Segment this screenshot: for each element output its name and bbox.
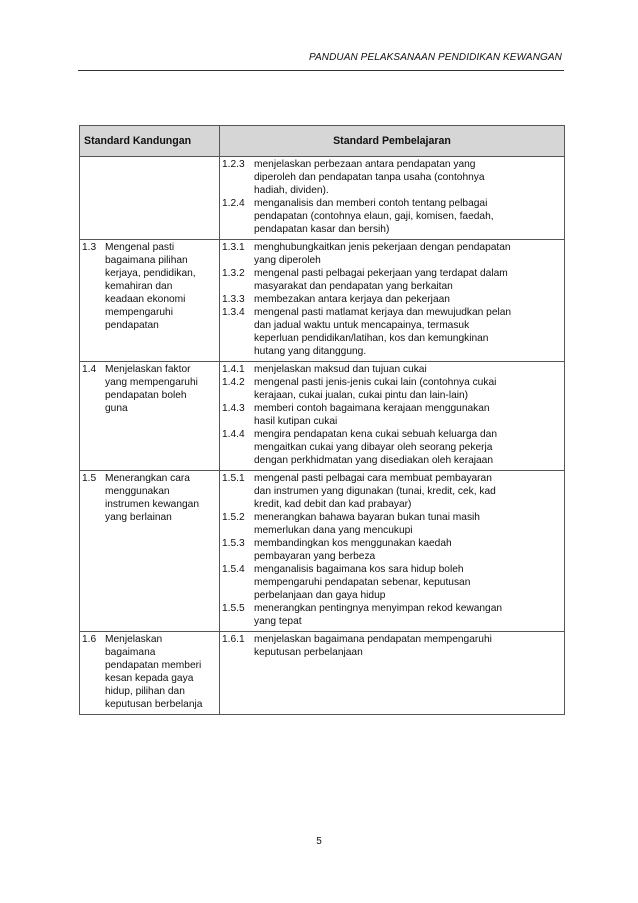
learning-standard-item bbox=[222, 293, 562, 306]
learning-standard-number: 1.4.1 bbox=[222, 364, 245, 375]
content-standard-text bbox=[105, 241, 217, 332]
content-standard-line: menggunakan bbox=[105, 486, 170, 497]
learning-standard-line: kerajaan, cukai jualan, cukai pintu dan lain-lain) bbox=[254, 390, 469, 401]
standard-pembelajaran-cell bbox=[220, 362, 565, 471]
learning-standard-text bbox=[254, 267, 562, 293]
column-header-standard-pembelajaran: Standard Pembelajaran bbox=[220, 126, 565, 157]
content-standard-text bbox=[105, 472, 217, 524]
standard-pembelajaran-cell bbox=[220, 632, 565, 715]
learning-standard-number: 1.4.4 bbox=[222, 429, 245, 440]
learning-standard-text bbox=[254, 537, 562, 563]
page-header bbox=[78, 44, 564, 71]
content-standard-line: guna bbox=[105, 403, 128, 414]
content-standard bbox=[82, 363, 217, 415]
learning-standard-text bbox=[254, 293, 562, 306]
learning-standard-line: menjelaskan maksud dan tujuan cukai bbox=[254, 364, 427, 375]
learning-standard-number: 1.5.4 bbox=[222, 564, 245, 575]
standard-kandungan-cell bbox=[80, 157, 220, 240]
learning-standard-text bbox=[254, 158, 562, 197]
learning-standard-line: memerlukan dana yang mencukupi bbox=[254, 525, 413, 536]
learning-standard-text bbox=[254, 563, 562, 602]
standard-kandungan-cell bbox=[80, 362, 220, 471]
learning-standard-number: 1.2.4 bbox=[222, 198, 245, 209]
content-standard-line: kerjaya, pendidikan, bbox=[105, 268, 196, 279]
learning-standard-line: mengira pendapatan kena cukai sebuah keluarga dan bbox=[254, 429, 497, 440]
content-standard-line: keputusan berbelanja bbox=[105, 699, 203, 710]
learning-standard-number: 1.3.2 bbox=[222, 268, 245, 279]
content-standard-number: 1.3 bbox=[82, 242, 97, 253]
learning-standard-text bbox=[254, 472, 562, 511]
learning-standard-line: diperoleh dan pendapatan tanpa usaha (contohnya bbox=[254, 172, 485, 183]
learning-standard-line: mengaitkan cukai yang dibayar oleh seorang pekerja bbox=[254, 442, 493, 453]
learning-standard-line: yang tepat bbox=[254, 616, 302, 627]
learning-standard-number: 1.5.1 bbox=[222, 473, 245, 484]
table-row bbox=[80, 157, 565, 240]
column-header-standard-kandungan: Standard Kandungan bbox=[80, 126, 220, 157]
content-standard-line: Menjelaskan bbox=[105, 634, 163, 645]
learning-standard-line: dan instrumen yang digunakan (tunai, kredit, cek, kad bbox=[254, 486, 496, 497]
content-standard bbox=[82, 241, 217, 332]
learning-standard-line: hasil kutipan cukai bbox=[254, 416, 338, 427]
learning-standard-line: memberi contoh bagaimana kerajaan menggunakan bbox=[254, 403, 490, 414]
learning-standard-line: mempengaruhi pendapatan sebenar, keputusan bbox=[254, 577, 471, 588]
learning-standard-item bbox=[222, 363, 562, 376]
learning-standard-line: menghubungkaitkan jenis pekerjaan dengan pendapatan bbox=[254, 242, 511, 253]
content-standard-number: 1.5 bbox=[82, 473, 97, 484]
content-standard-line: hidup, pilihan dan bbox=[105, 686, 185, 697]
learning-standard-item bbox=[222, 472, 562, 511]
learning-standard-text bbox=[254, 241, 562, 267]
content-standard-line: instrumen kewangan bbox=[105, 499, 200, 510]
content-standard-line: Menerangkan cara bbox=[105, 473, 190, 484]
learning-standard-item bbox=[222, 602, 562, 628]
learning-standard-text bbox=[254, 511, 562, 537]
content-standard-number: 1.4 bbox=[82, 364, 97, 375]
learning-standard-line: mengenal pasti matlamat kerjaya dan mewujudkan pelan bbox=[254, 307, 512, 318]
standard-pembelajaran-cell bbox=[220, 157, 565, 240]
learning-standard-number: 1.5.5 bbox=[222, 603, 245, 614]
content-standard-line: Menjelaskan faktor bbox=[105, 364, 191, 375]
content-standard-line: pendapatan bbox=[105, 320, 159, 331]
table-row bbox=[80, 240, 565, 362]
learning-standard-item bbox=[222, 158, 562, 197]
learning-standard-text bbox=[254, 402, 562, 428]
learning-standard-line: dengan perkhidmatan yang disediakan oleh kerajaan bbox=[254, 455, 494, 466]
standards-table bbox=[79, 125, 565, 715]
learning-standard-line: menjelaskan bagaimana pendapatan mempengaruhi bbox=[254, 634, 492, 645]
learning-standard-text bbox=[254, 306, 562, 358]
learning-standard-item bbox=[222, 402, 562, 428]
learning-standard-line: kredit, kad debit dan kad prabayar) bbox=[254, 499, 412, 510]
learning-standard-item bbox=[222, 241, 562, 267]
learning-standard-line: perbelanjaan dan gaya hidup bbox=[254, 590, 386, 601]
content-standard-line: pendapatan memberi bbox=[105, 660, 202, 671]
document-title: PANDUAN PELAKSANAAN PENDIDIKAN KEWANGAN bbox=[308, 52, 562, 63]
learning-standard-item bbox=[222, 306, 562, 358]
standard-kandungan-cell bbox=[80, 240, 220, 362]
content-standard-line: kemahiran dan bbox=[105, 281, 173, 292]
table-row bbox=[80, 632, 565, 715]
learning-standard-number: 1.3.1 bbox=[222, 242, 245, 253]
content-standard-number: 1.6 bbox=[82, 634, 97, 645]
table-row bbox=[80, 362, 565, 471]
content-standard-line: bagaimana bbox=[105, 647, 156, 658]
learning-standard-number: 1.4.3 bbox=[222, 403, 245, 414]
content-standard-line: Mengenal pasti bbox=[105, 242, 175, 253]
learning-standard-line: menerangkan pentingnya menyimpan rekod kewangan bbox=[254, 603, 503, 614]
learning-standard-line: yang diperoleh bbox=[254, 255, 321, 266]
learning-standard-text bbox=[254, 197, 562, 236]
content-standard-text bbox=[105, 633, 217, 711]
learning-standard-number: 1.2.3 bbox=[222, 159, 245, 170]
standard-pembelajaran-cell bbox=[220, 240, 565, 362]
page-number: 5 bbox=[316, 836, 322, 847]
learning-standard-text bbox=[254, 633, 562, 659]
learning-standard-number: 1.5.3 bbox=[222, 538, 245, 549]
learning-standard-item bbox=[222, 197, 562, 236]
content-standard-line: keadaan ekonomi bbox=[105, 294, 186, 305]
learning-standard-line: mengenal pasti pelbagai pekerjaan yang terdapat dalam bbox=[254, 268, 508, 279]
learning-standard-number: 1.6.1 bbox=[222, 634, 245, 645]
learning-standard-line: mengenal pasti jenis-jenis cukai lain (contohnya cukai bbox=[254, 377, 497, 388]
learning-standard-line: pendapatan kasar dan bersih) bbox=[254, 224, 390, 235]
learning-standard-line: membandingkan kos menggunakan kaedah bbox=[254, 538, 452, 549]
learning-standard-line: menerangkan bahawa bayaran bukan tunai masih bbox=[254, 512, 480, 523]
learning-standard-number: 1.4.2 bbox=[222, 377, 245, 388]
learning-standard-number: 1.5.2 bbox=[222, 512, 245, 523]
table-row bbox=[80, 471, 565, 632]
standard-kandungan-cell bbox=[80, 471, 220, 632]
learning-standard-line: keperluan pendidikan/latihan, kos dan kemungkinan bbox=[254, 333, 489, 344]
learning-standard-line: masyarakat dan pendapatan yang berkaitan bbox=[254, 281, 453, 292]
content-standard-line: kesan kepada gaya bbox=[105, 673, 194, 684]
learning-standard-text bbox=[254, 376, 562, 402]
learning-standard-line: keputusan perbelanjaan bbox=[254, 647, 363, 658]
content-standard-line: mempengaruhi bbox=[105, 307, 173, 318]
learning-standard-item bbox=[222, 537, 562, 563]
learning-standard-text bbox=[254, 602, 562, 628]
learning-standard-line: menganalisis dan memberi contoh tentang pelbagai bbox=[254, 198, 488, 209]
learning-standard-number: 1.3.3 bbox=[222, 294, 245, 305]
content-standard bbox=[82, 472, 217, 524]
learning-standard-item bbox=[222, 633, 562, 659]
learning-standard-line: hadiah, dividen). bbox=[254, 185, 329, 196]
content-standard-line: yang mempengaruhi bbox=[105, 377, 198, 388]
content-standard-line: yang berlainan bbox=[105, 512, 172, 523]
learning-standard-text bbox=[254, 428, 562, 467]
content-standard-text bbox=[105, 363, 217, 415]
table-body bbox=[80, 157, 565, 715]
content-standard-line: pendapatan boleh bbox=[105, 390, 187, 401]
learning-standard-item bbox=[222, 428, 562, 467]
content-standard-line: bagaimana pilihan bbox=[105, 255, 188, 266]
learning-standard-line: menganalisis bagaimana kos sara hidup boleh bbox=[254, 564, 464, 575]
learning-standard-item bbox=[222, 376, 562, 402]
learning-standard-line: pendapatan (contohnya elaun, gaji, komisen, faedah, bbox=[254, 211, 494, 222]
standard-kandungan-cell bbox=[80, 632, 220, 715]
learning-standard-line: menjelaskan perbezaan antara pendapatan yang bbox=[254, 159, 476, 170]
learning-standard-number: 1.3.4 bbox=[222, 307, 245, 318]
learning-standard-item bbox=[222, 563, 562, 602]
learning-standard-line: mengenal pasti pelbagai cara membuat pembayaran bbox=[254, 473, 492, 484]
learning-standard-line: pembayaran yang berbeza bbox=[254, 551, 376, 562]
learning-standard-item bbox=[222, 267, 562, 293]
learning-standard-line: dan jadual waktu untuk mencapainya, termasuk bbox=[254, 320, 470, 331]
content-standard bbox=[82, 633, 217, 711]
table-header-row bbox=[80, 126, 565, 157]
learning-standard-text bbox=[254, 363, 562, 376]
learning-standard-line: membezakan antara kerjaya dan pekerjaan bbox=[254, 294, 450, 305]
learning-standard-item bbox=[222, 511, 562, 537]
learning-standard-line: hutang yang ditanggung. bbox=[254, 346, 367, 357]
standard-pembelajaran-cell bbox=[220, 471, 565, 632]
